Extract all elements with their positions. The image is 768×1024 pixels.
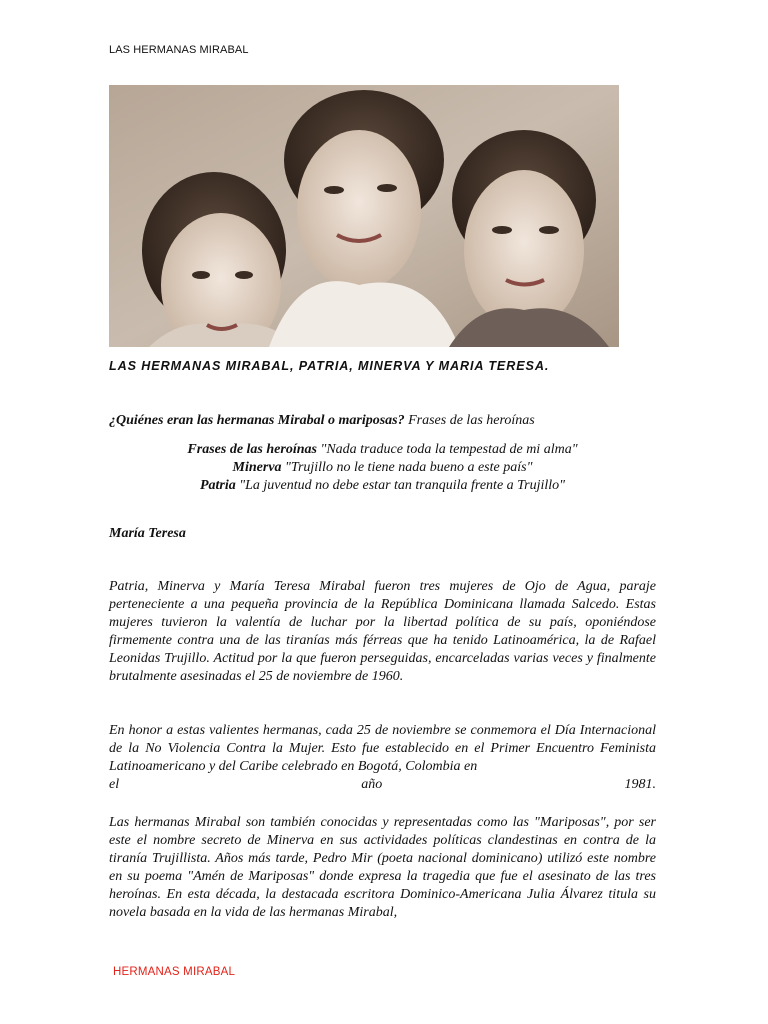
year-line-el: el bbox=[109, 777, 120, 792]
question-line bbox=[109, 413, 659, 429]
document-footer: HERMANAS MIRABAL bbox=[113, 966, 236, 978]
portrait-image bbox=[109, 85, 619, 347]
year-line bbox=[109, 776, 656, 794]
paragraph-commemoration-text: En honor a estas valientes hermanas, cada 25 de noviembre se conmemora el Día Internacional de la No Violencia Contra la Mujer. Esto fue establecido en el Primer Encuentro Feminista Latinoamericano y del Caribe celebrado en Bogotá, Colombia en bbox=[109, 723, 656, 774]
year-line-year: 1981. bbox=[624, 777, 656, 792]
question-rest: Frases de las heroínas bbox=[404, 413, 535, 428]
document-header: LAS HERMANAS MIRABAL bbox=[109, 44, 249, 56]
quote-line bbox=[109, 459, 656, 477]
paragraph-history: Patria, Minerva y María Teresa Mirabal fueron tres mujeres de Ojo de Agua, paraje perteneciente a una pequeña provincia de la República Dominicana llamada Salcedo. Estas mujeres tuvieron la valentía de luchar por la libertad política de su país, oponiéndose firmemente contra una de las tiranías más férreas que ha tenido Latinoamérica, la de Rafael Leonidas Trujillo. Actitud por la que fueron perseguidas, encarceladas varias veces y finalmente brutalmente asesinadas el 25 de noviembre de 1960. bbox=[109, 579, 656, 684]
quote-speaker: Frases de las heroínas bbox=[187, 442, 317, 457]
quotes-block bbox=[109, 441, 656, 495]
paragraph-mariposas: Las hermanas Mirabal son también conocidas y representadas como las "Mariposas", por ser este el nombre secreto de Minerva en sus actividades políticas clandestinas en contra de la tiranía Trujillista. Años más tarde, Pedro Mir (poeta nacional dominicano) utilizó este nombre en su poema "Amén de Mariposas" donde expresa la tragedia que fue el asesinato de las tres heroínas. En esta década, la destacada escritora Dominico-Americana Julia Álvarez titula su novela basada en la vida de las hermanas Mirabal, bbox=[109, 815, 656, 920]
quote-text: "Nada traduce toda la tempestad de mi alma" bbox=[316, 442, 578, 457]
paragraph-commemoration bbox=[109, 722, 656, 794]
portrait-photo bbox=[109, 85, 619, 347]
year-line-ano: año bbox=[361, 777, 383, 792]
quote-text: "La juventud no debe estar tan tranquila frente a Trujillo" bbox=[235, 478, 566, 493]
question-bold: ¿Quiénes eran las hermanas Mirabal o mariposas? bbox=[109, 413, 405, 428]
quote-speaker: Patria bbox=[199, 478, 236, 493]
quote-speaker: Minerva bbox=[232, 460, 282, 475]
photo-caption: LAS HERMANAS MIRABAL, PATRIA, MINERVA Y MARIA TERESA. bbox=[109, 359, 550, 373]
section-heading: María Teresa bbox=[109, 526, 186, 541]
quote-line bbox=[109, 441, 656, 459]
quote-line bbox=[109, 477, 656, 495]
quote-text: "Trujillo no le tiene nada bueno a este país" bbox=[281, 460, 533, 475]
